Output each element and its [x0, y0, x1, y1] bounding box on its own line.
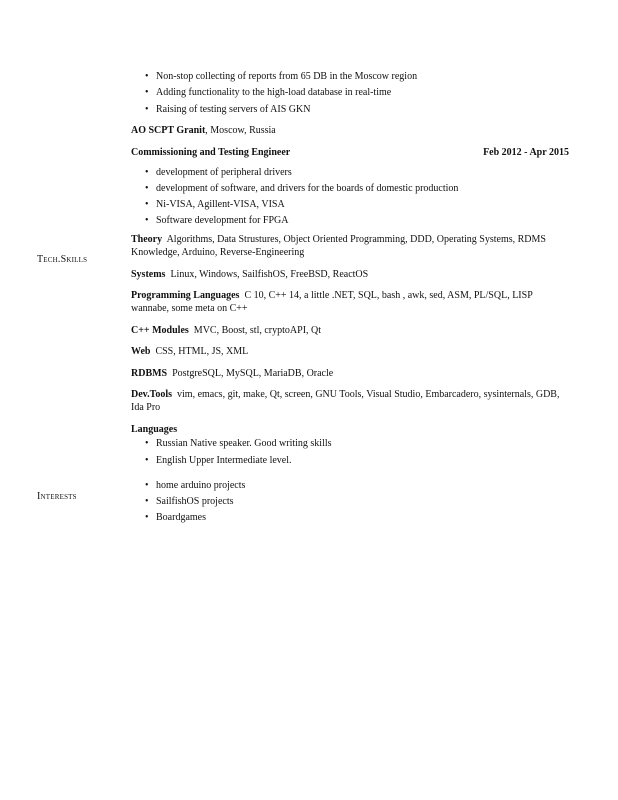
list-item: • English Upper Intermediate level.	[131, 454, 569, 467]
skill-cpp-modules	[131, 324, 569, 337]
list-item: • Raising of testing servers of AIS GKN	[131, 103, 569, 116]
skill-text: Linux, Windows, SailfishOS, FreeBSD, ReactOS	[170, 268, 369, 280]
skill-label: C++ Modules	[131, 324, 189, 336]
previous-job-bullets	[131, 70, 569, 116]
skill-programming-languages	[131, 289, 569, 315]
languages-heading: Languages	[131, 424, 178, 436]
skill-dev-tools	[131, 388, 569, 414]
skill-label: Web	[131, 346, 151, 358]
skill-web	[131, 345, 569, 358]
section-title-tech-skills: Tech.Skills	[37, 254, 88, 265]
list-item: • Ni-VISA, Agillent-VISA, VISA	[131, 198, 569, 211]
skill-label: Theory	[131, 234, 163, 246]
list-item: • Non-stop collecting of reports from 65 DB in the Moscow region	[131, 70, 569, 83]
resume-main-column	[131, 70, 569, 528]
section-title-interests: Interests	[37, 491, 77, 502]
skill-label: Systems	[131, 268, 166, 280]
list-item: • home arduino projects	[131, 479, 569, 492]
list-item: • SailfishOS projects	[131, 495, 569, 508]
skill-systems	[131, 268, 569, 281]
skill-label: RDBMS	[131, 367, 168, 379]
skill-text: Algorithms, Data Strustures, Object Oriented Programming, DDD, Operating Systems, RDMS Knowledge, Arduino, Reverse-Engineering	[131, 234, 546, 259]
job-bullets	[131, 166, 569, 228]
skill-text: C 10, C++ 14, a little .NET, SQL, bash , awk, sed, ASM, PL/SQL, LISP wannabe, some meta on C++	[131, 290, 533, 315]
role-dates: Feb 2012 - Apr 2015	[483, 146, 569, 158]
languages-list	[131, 437, 569, 466]
list-item: • development of software, and drivers for the boards of domestic production	[131, 182, 569, 195]
skill-text: PostgreSQL, MySQL, MariaDB, Oracle	[172, 367, 334, 379]
skill-theory	[131, 233, 569, 259]
list-item: • Software development for FPGA	[131, 214, 569, 227]
skill-text: MVC, Boost, stl, cryptoAPI, Qt	[193, 324, 322, 336]
interests-list	[131, 479, 569, 525]
skill-text: vim, emacs, git, make, Qt, screen, GNU Tools, Visual Studio, Embarcadero, sysinternals, GDB, Ida Pro	[131, 389, 560, 414]
skill-label: Programming Languages	[131, 290, 240, 302]
tech-skills-block	[131, 233, 569, 466]
role-title: Commissioning and Testing Engineer	[131, 146, 291, 158]
list-item: • Adding functionality to the high-load database in real-time	[131, 86, 569, 99]
employer-line	[131, 124, 569, 137]
list-item: • Russian Native speaker. Good writing skills	[131, 437, 569, 450]
company-location: , Moscow, Russia	[205, 124, 276, 136]
list-item: • Boardgames	[131, 511, 569, 524]
skill-label: Dev.Tools	[131, 389, 173, 401]
skill-text: CSS, HTML, JS, XML	[155, 346, 249, 358]
company-name: AO SCPT Granit	[131, 124, 206, 136]
list-item: • development of peripheral drivers	[131, 166, 569, 179]
skill-rdbms	[131, 367, 569, 380]
role-row	[131, 146, 569, 159]
